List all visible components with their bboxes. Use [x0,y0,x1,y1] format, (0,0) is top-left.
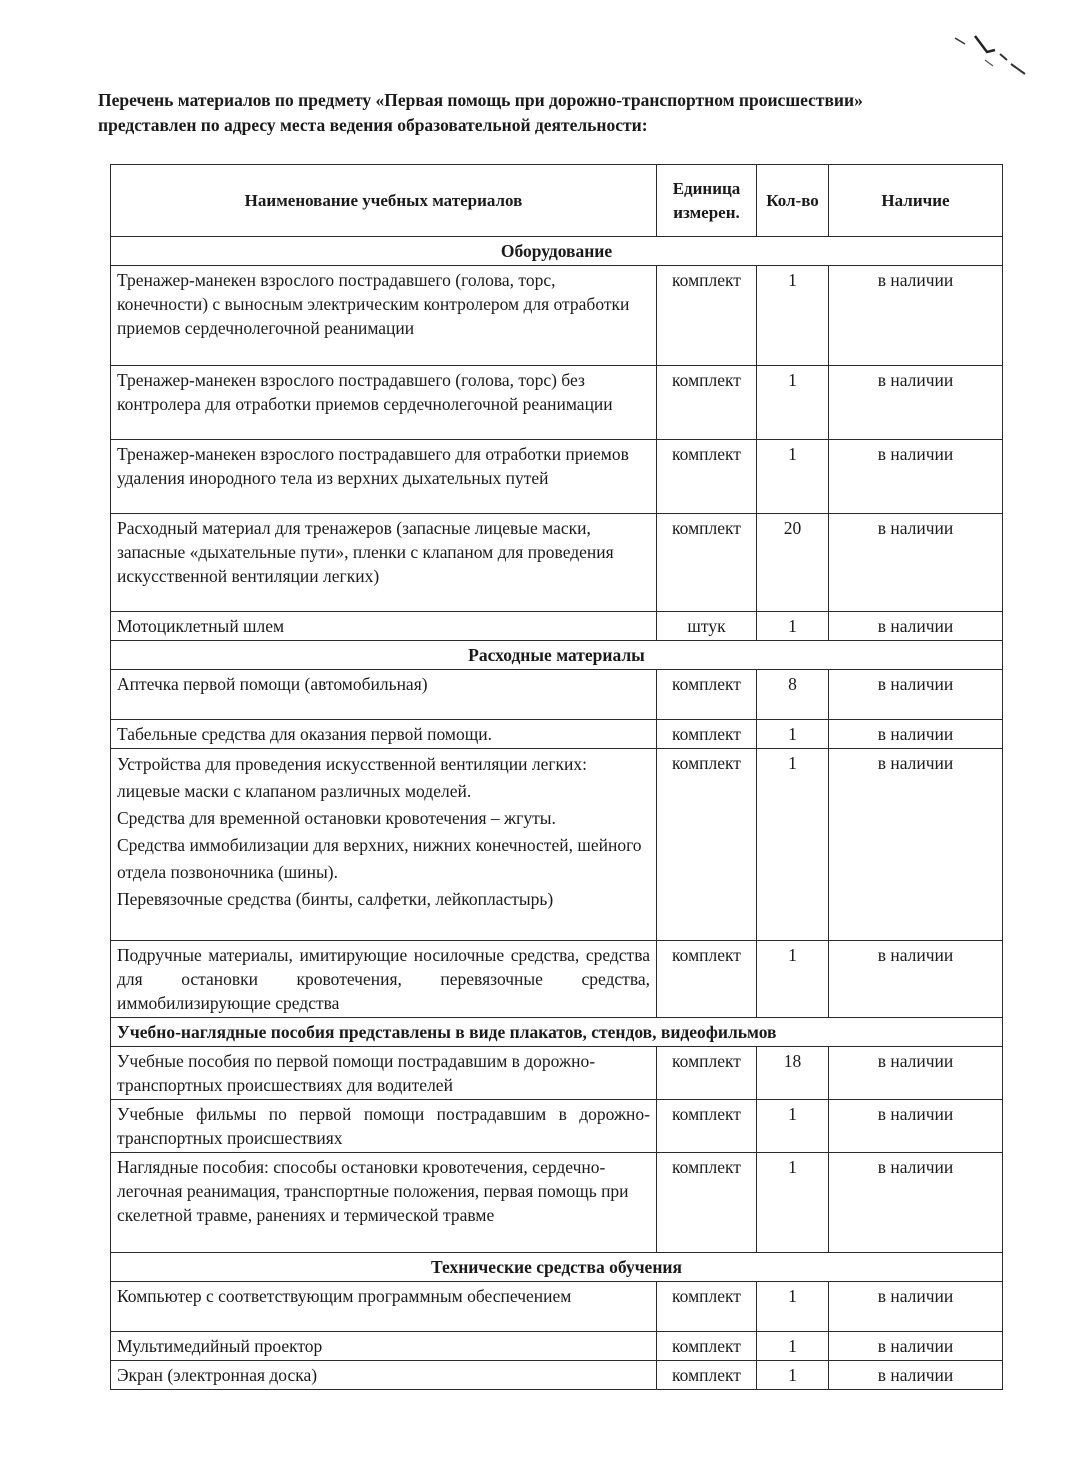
handwritten-mark-icon [945,30,1035,90]
item-avail: в наличии [829,366,1003,440]
table-row [111,1361,1003,1390]
item-avail: в наличии [829,941,1003,1018]
section-title-consumables: Расходные материалы [111,641,1003,670]
item-name-line: Устройства для проведения искусственной вентиляции легких: лицевые маски с клапаном различных моделей. [117,754,588,801]
table-header-row [111,165,1003,237]
item-avail: в наличии [829,749,1003,941]
item-name: Учебные фильмы по первой помощи пострадавшим в дорожно-транспортных происшествиях [111,1100,657,1153]
item-unit: комплект [657,514,757,612]
item-unit: штук [657,612,757,641]
item-unit: комплект [657,670,757,720]
item-avail: в наличии [829,1332,1003,1361]
item-avail: в наличии [829,1282,1003,1332]
item-qty: 20 [757,514,829,612]
item-unit: комплект [657,1332,757,1361]
column-header-unit: Единица измерен. [657,165,757,237]
item-unit: комплект [657,366,757,440]
column-header-avail: Наличие [829,165,1003,237]
table-row [111,670,1003,720]
item-name: Учебные пособия по первой помощи пострадавшим в дорожно-транспортных происшествиях для водителей [111,1047,657,1100]
item-qty: 8 [757,670,829,720]
item-qty: 1 [757,1332,829,1361]
table-row [111,1282,1003,1332]
item-avail: в наличии [829,670,1003,720]
item-name: Подручные материалы, имитирующие носилочные средства, средства для остановки кровотечения, перевязочные средства, иммобилизирующие средства [111,941,657,1018]
item-name: Тренажер-манекен взрослого пострадавшего для отработки приемов удаления инородного тела из верхних дыхательных путей [111,440,657,514]
section-title-visual-aids: Учебно-наглядные пособия представлены в виде плакатов, стендов, видеофильмов [111,1018,1003,1047]
column-header-qty: Кол-во [757,165,829,237]
item-qty: 1 [757,1153,829,1253]
table-row [111,1100,1003,1153]
table-row [111,514,1003,612]
item-unit: комплект [657,720,757,749]
item-name: Мотоциклетный шлем [111,612,657,641]
table-row [111,1332,1003,1361]
item-qty: 1 [757,749,829,941]
section-title-technical-means: Технические средства обучения [111,1253,1003,1282]
item-avail: в наличии [829,266,1003,366]
item-avail: в наличии [829,720,1003,749]
item-qty: 1 [757,612,829,641]
table-row [111,1153,1003,1253]
item-unit: комплект [657,749,757,941]
section-title-equipment: Оборудование [111,237,1003,266]
item-avail: в наличии [829,1047,1003,1100]
table-row [111,941,1003,1018]
materials-table [110,164,1003,1390]
item-avail: в наличии [829,514,1003,612]
item-qty: 1 [757,941,829,1018]
item-name: Компьютер с соответствующим программным обеспечением [111,1282,657,1332]
item-name: Тренажер-манекен взрослого пострадавшего (голова, торс) без контролера для отработки приемов сердечнолегочной реанимации [111,366,657,440]
item-unit: комплект [657,1047,757,1100]
item-unit: комплект [657,1100,757,1153]
item-name: Экран (электронная доска) [111,1361,657,1390]
item-unit: комплект [657,266,757,366]
item-name: Мультимедийный проектор [111,1332,657,1361]
item-name: Табельные средства для оказания первой помощи. [111,720,657,749]
section-row [111,1018,1003,1047]
item-qty: 18 [757,1047,829,1100]
item-avail: в наличии [829,612,1003,641]
item-name: Расходный материал для тренажеров (запасные лицевые маски, запасные «дыхательные пути», пленки с клапаном для проведения искусственной вентиляции легких) [111,514,657,612]
table-row [111,366,1003,440]
item-unit: комплект [657,1282,757,1332]
item-name [111,749,657,941]
item-name-line: Средства иммобилизации для верхних, нижних конечностей, шейного отдела позвоночника (шины). [117,835,642,882]
item-qty: 1 [757,440,829,514]
item-unit: комплект [657,941,757,1018]
item-name-line: Средства для временной остановки кровотечения – жгуты. [117,808,556,828]
item-qty: 1 [757,266,829,366]
item-unit: комплект [657,440,757,514]
item-qty: 1 [757,1100,829,1153]
item-name: Тренажер-манекен взрослого пострадавшего (голова, торс, конечности) с выносным электрическим контролером для отработки приемов сердечнолегочной реанимации [111,266,657,366]
item-unit: комплект [657,1153,757,1253]
item-unit: комплект [657,1361,757,1390]
table-row [111,440,1003,514]
table-row [111,749,1003,941]
item-qty: 1 [757,366,829,440]
section-row [111,237,1003,266]
table-row [111,266,1003,366]
item-name: Аптечка первой помощи (автомобильная) [111,670,657,720]
table-row [111,720,1003,749]
item-qty: 1 [757,1361,829,1390]
item-name-line: Перевязочные средства (бинты, салфетки, лейкопластырь) [117,889,554,909]
item-avail: в наличии [829,1153,1003,1253]
item-avail: в наличии [829,1361,1003,1390]
item-name: Наглядные пособия: способы остановки кровотечения, сердечно-легочная реанимация, транспортные положения, первая помощь при скелетной травме, ранениях и термической травме [111,1153,657,1253]
table-row [111,1047,1003,1100]
section-row [111,641,1003,670]
item-qty: 1 [757,720,829,749]
item-qty: 1 [757,1282,829,1332]
item-avail: в наличии [829,1100,1003,1153]
column-header-name: Наименование учебных материалов [111,165,657,237]
document-heading: Перечень материалов по предмету «Первая помощь при дорожно-транспортном происшествии» представлен по адресу места ведения образовательной деятельности: [98,90,863,135]
table-row [111,612,1003,641]
section-row [111,1253,1003,1282]
item-avail: в наличии [829,440,1003,514]
